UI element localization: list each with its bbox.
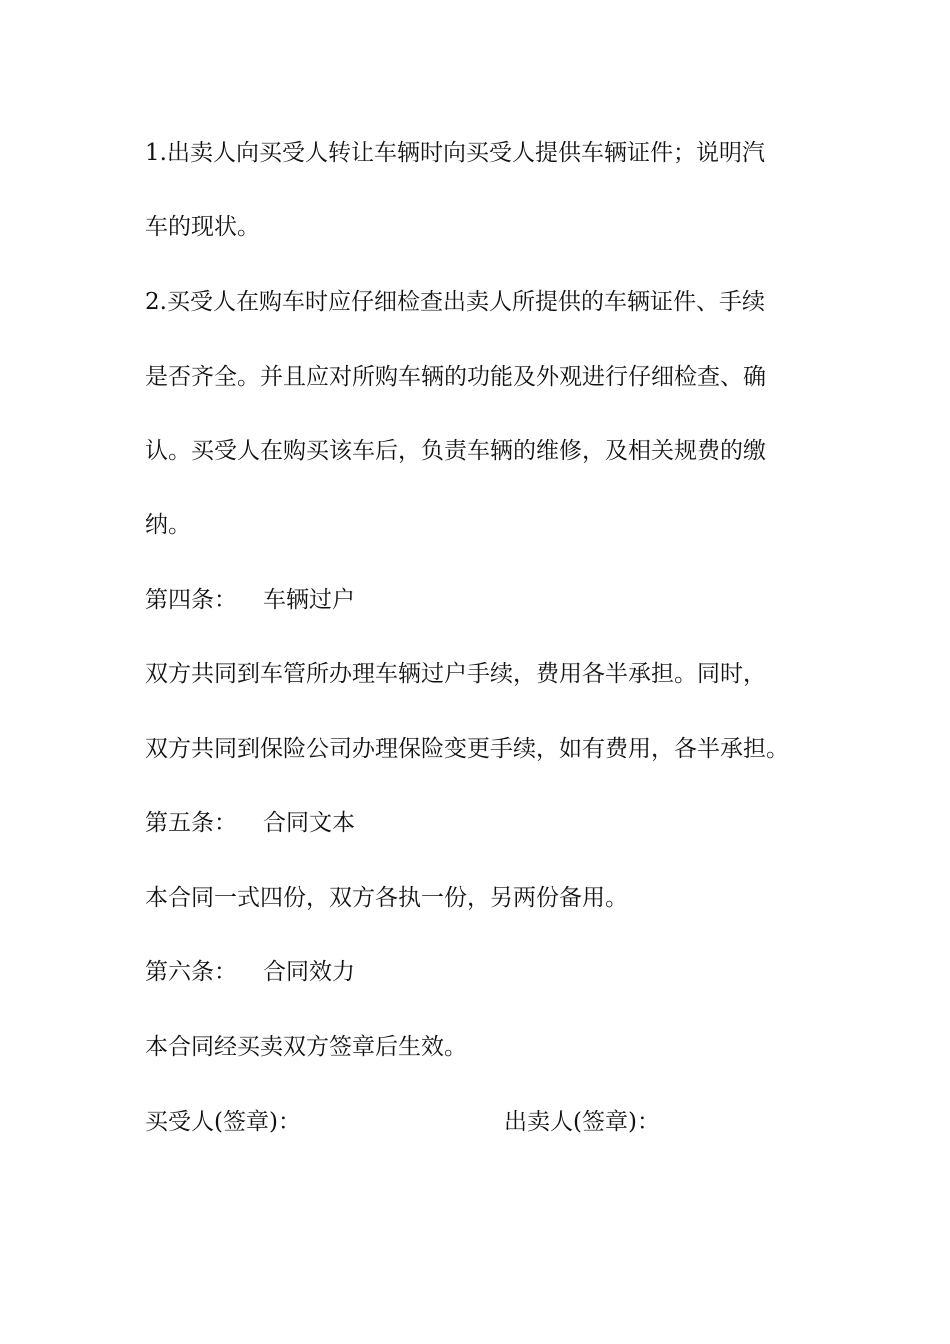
article-4-heading <box>145 585 810 615</box>
article-5-title: 合同文本 <box>263 810 355 836</box>
clause-1-line-1: 1.出卖人向买受人转让车辆时向买受人提供车辆证件；说明汽 <box>145 140 765 166</box>
clause-2-line-1: 2.买受人在购车时应仔细检查出卖人所提供的车辆证件、手续 <box>145 289 765 315</box>
clause-1-line-2: 车的现状。 <box>145 214 260 240</box>
article-6-heading <box>145 957 810 987</box>
article-6-body: 本合同经买卖双方签章后生效。 <box>145 1034 467 1060</box>
buyer-signature-label: 买受人(签章)： <box>145 1109 301 1135</box>
article-4-body-line-1: 双方共同到车管所办理车辆过户手续，费用各半承担。同时， <box>145 661 766 687</box>
article-5-heading <box>145 808 810 838</box>
article-4-body-line-2: 双方共同到保险公司办理保险变更手续，如有费用，各半承担。 <box>145 736 789 762</box>
clause-2-line-4: 纳。 <box>145 512 191 538</box>
article-4-label: 第四条： <box>145 587 237 613</box>
article-5-label: 第五条： <box>145 810 237 836</box>
article-5-body: 本合同一式四份，双方各执一份，另两份备用。 <box>145 885 628 911</box>
article-4-title: 车辆过户 <box>263 587 355 613</box>
article-6-label: 第六条： <box>145 959 237 985</box>
clause-2-line-3: 认。买受人在购买该车后，负责车辆的维修，及相关规费的缴 <box>145 438 766 464</box>
seller-signature-label: 出卖人(签章)： <box>504 1109 660 1135</box>
clause-2-line-2: 是否齐全。并且应对所购车辆的功能及外观进行仔细检查、确 <box>145 364 766 390</box>
article-6-title: 合同效力 <box>263 959 355 985</box>
